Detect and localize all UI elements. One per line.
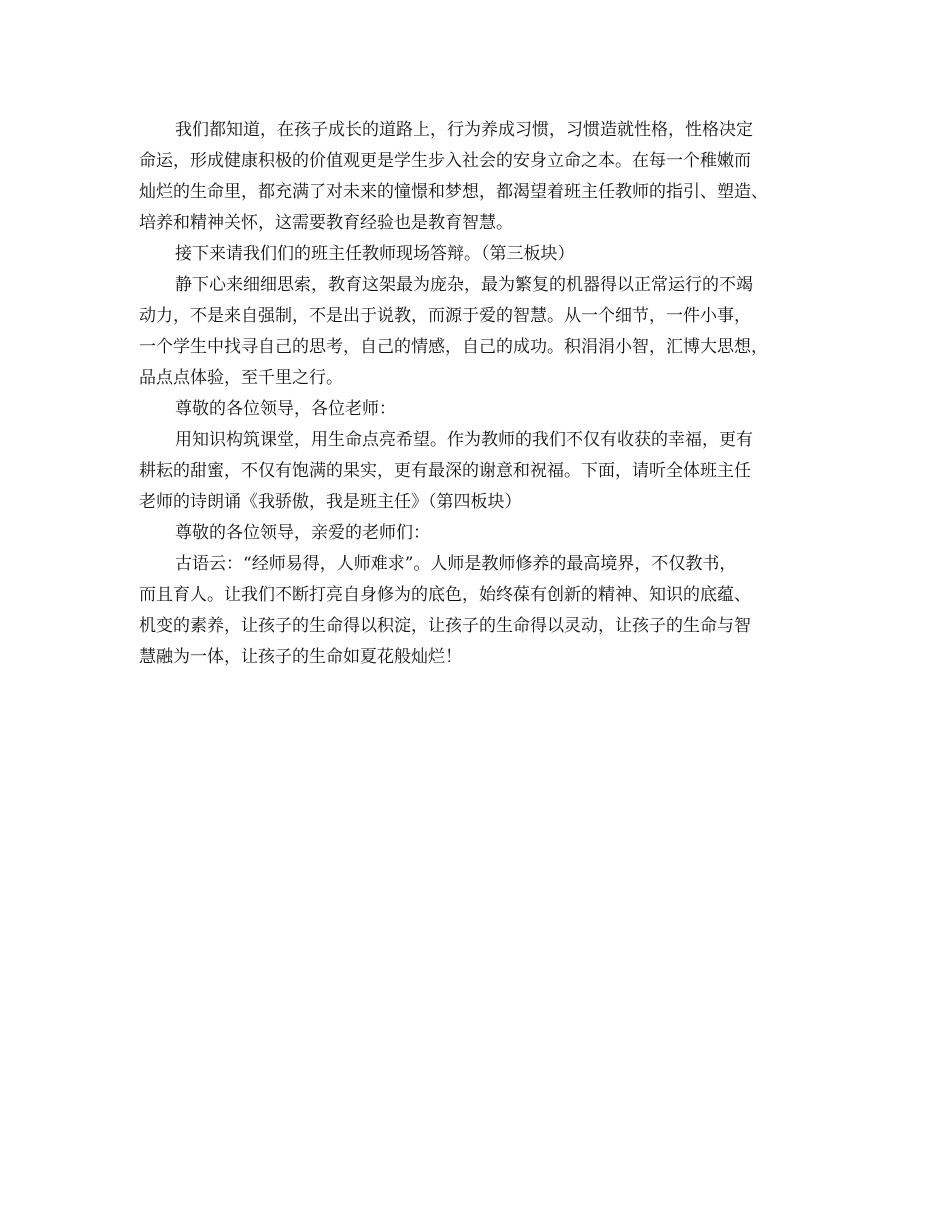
text-line: 静下心来细细思索，教育这架最为庞杂，最为繁复的机器得以正常运行的不竭	[175, 275, 753, 295]
paragraph-5	[139, 425, 829, 518]
paragraph-7	[139, 549, 829, 673]
text-line: 耕耘的甜蜜，不仅有饱满的果实，更有最深的谢意和祝福。下面，请听全体班主任	[139, 461, 751, 481]
text-line: 命运，形成健康积极的价值观更是学生步入社会的安身立命之本。在每一个稚嫩而	[139, 151, 751, 171]
paragraph-4	[139, 394, 829, 425]
paragraph-6	[139, 518, 829, 549]
text-line: 我们都知道，在孩子成长的道路上，行为养成习惯，习惯造就性格，性格决定	[175, 120, 753, 140]
text-line: 尊敬的各位领导，亲爱的老师们：	[175, 523, 430, 543]
text-line: 慧融为一体，让孩子的生命如夏花般灿烂！	[139, 647, 462, 667]
paragraph-2	[139, 239, 829, 270]
text-line: 灿烂的生命里，都充满了对未来的憧憬和梦想，都渴望着班主任教师的指引、塑造、	[139, 182, 768, 202]
text-line: 而且育人。让我们不断打亮自身修为的底色，始终葆有创新的精神、知识的底蕴、	[139, 585, 751, 605]
text-line: 古语云：“经师易得，人师难求”。人师是教师修养的最高境界，不仅教书，	[175, 554, 737, 574]
text-line: 培养和精神关怀，这需要教育经验也是教育智慧。	[139, 213, 513, 233]
text-line: 一个学生中找寻自己的思考，自己的情感，自己的成功。积涓涓小智，汇博大思想，	[139, 337, 768, 357]
text-line: 用知识构筑课堂，用生命点亮希望。作为教师的我们不仅有收获的幸福，更有	[175, 430, 753, 450]
paragraph-3	[139, 270, 829, 394]
paragraph-1	[139, 115, 829, 239]
text-line: 老师的诗朗诵《我骄傲，我是班主任》（第四板块）	[139, 492, 522, 512]
document-body	[139, 115, 829, 673]
text-line: 品点点体验，至千里之行。	[139, 368, 343, 388]
text-line: 动力，不是来自强制，不是出于说教，而源于爱的智慧。从一个细节，一件小事，	[139, 306, 751, 326]
text-line: 尊敬的各位领导，各位老师：	[175, 399, 396, 419]
text-line: 机变的素养，让孩子的生命得以积淀，让孩子的生命得以灵动，让孩子的生命与智	[139, 616, 751, 636]
text-line: 接下来请我们们的班主任教师现场答辩。（第三板块）	[175, 244, 575, 264]
